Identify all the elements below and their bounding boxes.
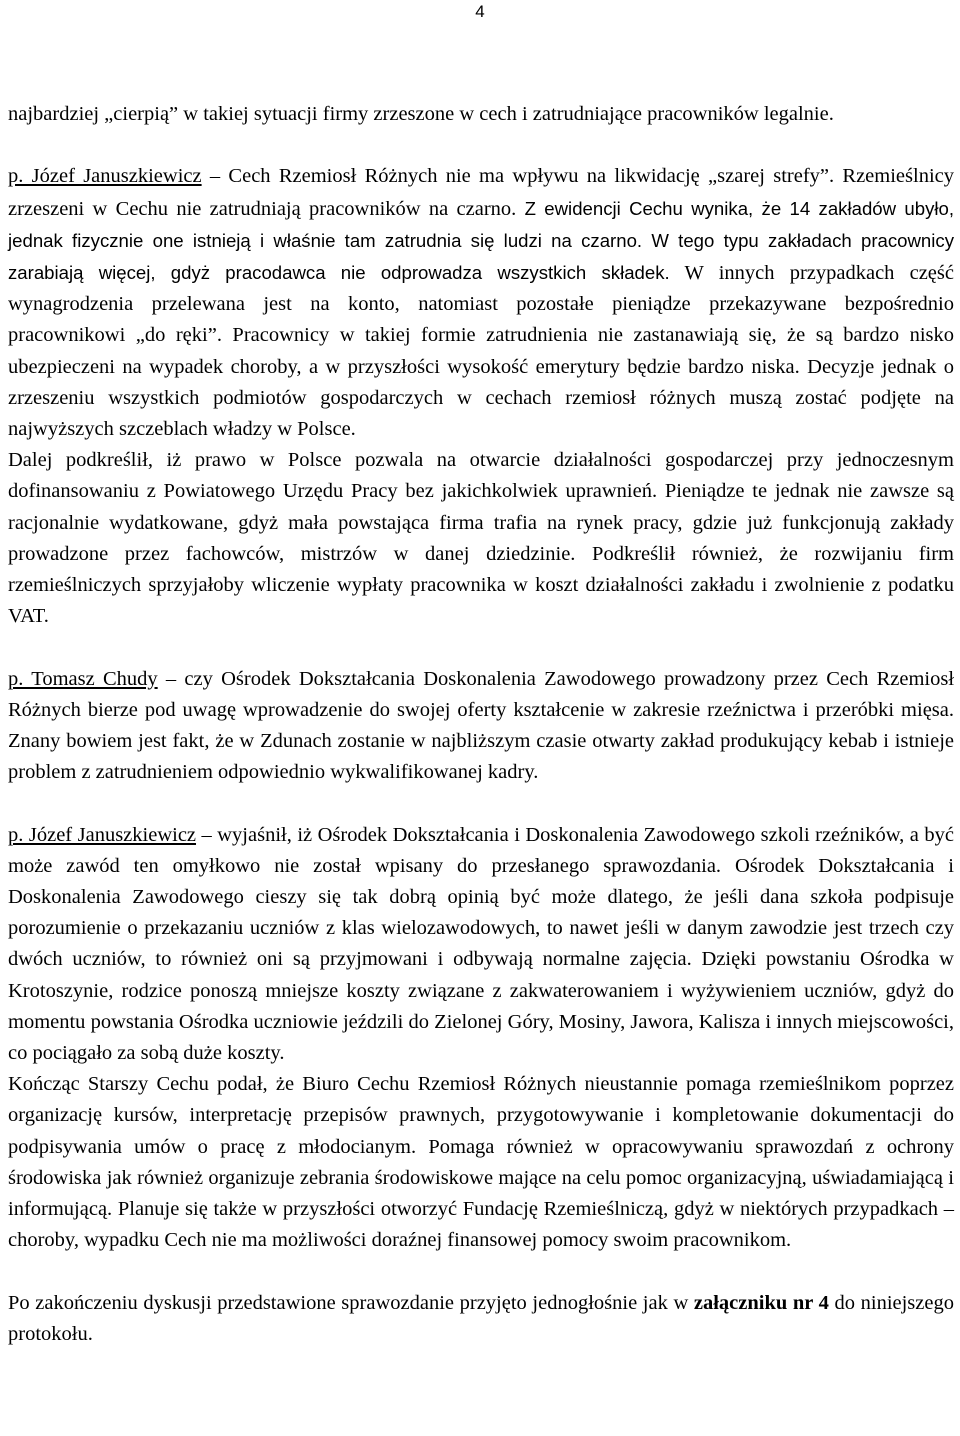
paragraph-chudy: p. Tomasz Chudy – czy Ośrodek Dokształcania Doskonalenia Zawodowego prowadzony przez Cech Rzemiosł Różnych bierze pod uwagę wprowadzenie do swojej oferty kształcenie w zakresie rzeźnictwa i przeróbki mięsa. Znany bowiem jest fakt, że w Zdunach zostanie w najbliższym czasie otwarty zakład produkujący kebab i istnieje problem z zatrudnieniem odpowiednio wykwalifikowanej kadry. — [8, 667, 955, 784]
paragraph-gap — [8, 788, 954, 819]
paragraph-gap — [8, 130, 954, 161]
speaker-name: p. Józef Januszkiewicz — [8, 823, 197, 846]
paragraph-gap — [8, 1256, 954, 1287]
speaker-name: p. Tomasz Chudy — [8, 667, 158, 690]
paragraph-januszkiewicz-1: p. Józef Januszkiewicz – Cech Rzemiosł Różnych nie ma wpływu na likwidację „szarej strefy”. Rzemieślnicy zrzeszeni w Cechu nie zatrudniają pracowników na czarno. Z ewidencji Cechu wynika, że 14 zakładów ubyło, jednak fizycznie one istnieją i właśnie tam zatrudnia się ludzi na czarno. W tego typu zakładach pracownicy zarabiają więcej, gdyż pracodawca nie odprowadza wszystkich składek. W innych przypadkach część wynagrodzenia przelewana jest na konto, natomiast pozostałe pieniądze przekazywane bezpośrednio pracownikowi „do ręki”. Pracownicy w takiej formie zatrudnienia nie zastanawiają się, że są bardzo nisko ubezpieczeni na wypadek choroby, a w przyszłości wysokość emerytury będzie bardzo niska. Decyzje jednak o zrzeszeniu wszystkich podmiotów gospodarczych w cechach rzemiosł różnych muszą zostać podjęte na najwyższych szczeblach władzy w Polsce. — [8, 165, 955, 441]
paragraph-continuation: Dalej podkreślił, iż prawo w Polsce pozwala na otwarcie działalności gospodarczej przy jednoczesnym dofinansowaniu z Powiatowego Urzędu Pracy bez jakichkolwiek uprawnień. Pieniądze te jednak nie zawsze są racjonalnie wydatkowane, gdyż mała powstająca firma trafia na rynek pracy, gdzie już funkcjonują zakłady prowadzone przez fachowców, mistrzów w danej dziedzinie. Podkreślił również, że rozwijaniu firm rzemieślniczych sprzyjałoby wliczenie wypłaty pracownika w koszt działalności zakładu i zwolnienie z podatku VAT. — [8, 449, 954, 628]
paragraph-januszkiewicz-2: p. Józef Januszkiewicz – wyjaśnił, iż Ośrodek Dokształcania i Doskonalenia Zawodowego szkoli rzeźników, a być może zawód ten omyłkowo nie został wpisany do przesłanego sprawozdania. Ośrodek Dokształcania i Doskonalenia Zawodowego cieszy się tak dobrą opinią być może dlatego, że jeśli dana szkoła podpisuje porozumienie o przekazaniu uczniów z klas wielozawodowych, to nawet jeśli w danym zawodzie jest trzech czy dwóch uczniów, to również oni są przyjmowani i odbywają normalne zajęcia. Dzięki powstaniu Ośrodka w Krotoszynie, rodzice ponoszą mniejsze koszty związane z zakwaterowaniem i wyżywieniem uczniów, gdyż do momentu powstania Ośrodka uczniowie jeździli do Zielonej Góry, Mosiny, Jawora, Kalisza i innych miejscowości, co pociągało za sobą duże koszty. — [8, 823, 954, 1065]
paragraph-gap — [8, 632, 954, 663]
paragraph-summary: Kończąc Starszy Cechu podał, że Biuro Cechu Rzemiosł Różnych nieustannie pomaga rzemieślnikom poprzez organizację kursów, interpretację przepisów prawnych, przygotowywanie i kompletowanie dokumentacji do podpisywania umów o pracę z młodocianym. Pomaga również w opracowywaniu sprawozdań z ochrony środowiska jak również organizuje zebrania środowiskowe mające na celu pomoc organizacyjną, uświadamiającą i informującą. Planuje się także w przyszłości otworzyć Fundację Rzemieślniczą, gdyż w niektórych przypadkach – choroby, wypadku Cech nie ma możliwości doraźnej finansowej pomocy swoim pracownikom. — [8, 1073, 954, 1252]
attachment-reference: załączniku nr 4 — [693, 1291, 829, 1314]
speaker-name: p. Józef Januszkiewicz — [8, 165, 202, 188]
paragraph-intro: najbardziej „cierpią” w takiej sytuacji firmy zrzeszone w cech i zatrudniające pracowników legalnie. — [8, 103, 834, 125]
page-number: 4 — [475, 2, 485, 21]
paragraph-sans-segment: Z ewidencji Cechu wynika, że 14 zakładów ubyło, jednak fizycznie one istnieją i właśnie tam zatrudnia się ludzi na czarno. W tego typu zakładach pracownicy zarabiają więcej, gdyż pracodawca nie odprowadza wszystkich składek. — [8, 197, 955, 283]
document-body — [8, 99, 954, 1350]
paragraph-conclusion: Po zakończeniu dyskusji przedstawione sprawozdanie przyjęto jednogłośnie jak w załączniku nr 4 do niniejszego protokołu. — [8, 1291, 954, 1345]
